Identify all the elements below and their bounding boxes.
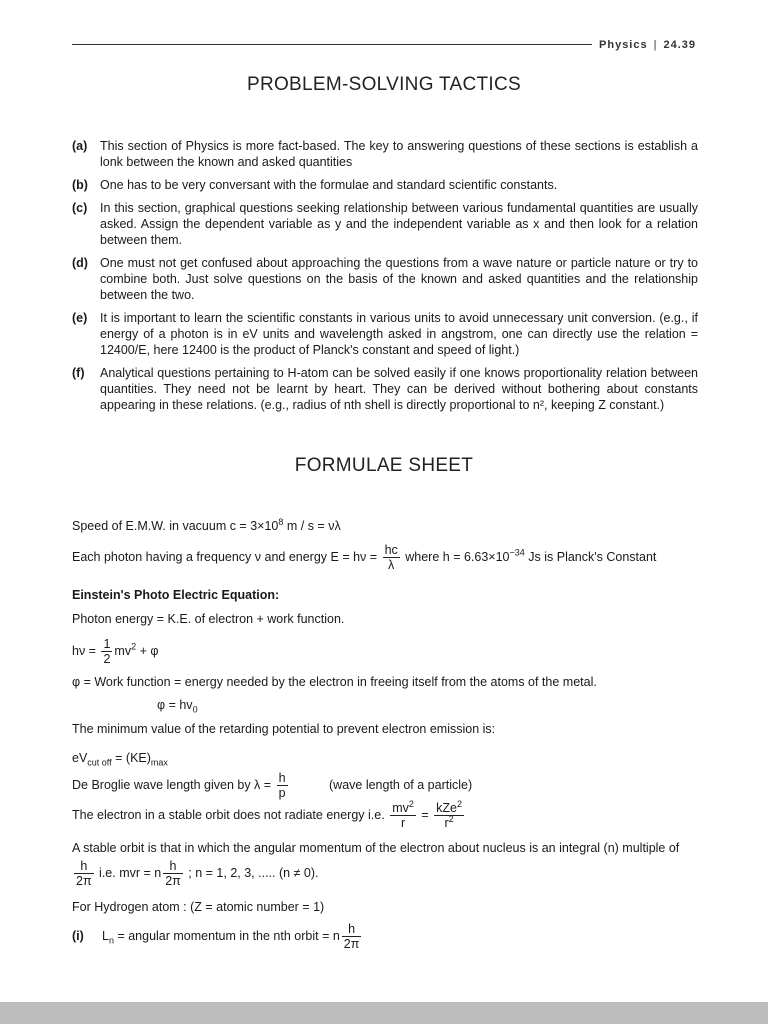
fraction-kze2-r2 (434, 798, 464, 830)
angular-momentum-formula (72, 922, 698, 951)
footer-bar (0, 1002, 768, 1024)
ke-subscript: max (150, 757, 168, 768)
fraction-h-p (277, 771, 288, 800)
mv-exponent: 2 (131, 641, 137, 652)
fraction-denominator: 2π (76, 874, 92, 888)
mv2-text: mv (392, 801, 409, 815)
planck-text: where h = 6.63×10 (405, 549, 510, 564)
tactic-item (72, 255, 698, 303)
speed-suffix: m / s = νλ (283, 519, 341, 533)
debroglie-note: (wave length of a particle) (329, 777, 473, 792)
header-subject: Physics (599, 39, 648, 51)
speed-exponent: 8 (278, 516, 284, 527)
planck-exponent: −34 (509, 547, 525, 558)
work-function-text: φ = Work function = energy needed by the electron in freeing itself from the atoms of the metal. (72, 675, 597, 689)
tactic-text: Analytical questions pertaining to H-atom can be solved easily if one knows proportionality relation between quantities. They need not be learnt by heart. They can be derived without bothering about constants appearing in these relations. (e.g., radius of nth shell is directly proportional to n², keeping Z constant.) (100, 366, 698, 412)
fraction-denominator: 2 (103, 652, 111, 666)
fraction-half (101, 637, 112, 666)
einstein-heading: Einstein's Photo Electric Equation: (72, 588, 280, 602)
fraction-denominator: 2π (343, 937, 360, 951)
ln-text: L (102, 928, 109, 943)
tactic-item (72, 177, 698, 193)
debroglie-formula (72, 771, 698, 800)
hydrogen-text: For Hydrogen atom : (Z = atomic number = 1) (72, 900, 325, 914)
speed-text: Speed of E.M.W. in vacuum c = 3×10 (72, 519, 279, 533)
header-separator: | (653, 39, 658, 51)
tactic-label: (a) (72, 139, 88, 153)
fraction-h-2pi (163, 859, 183, 888)
mvr-formula (72, 859, 698, 888)
tactic-text: In this section, graphical questions seeking relationship between various fundamental quantities are usually asked. Assign the dependent variable as y and the independent variable as x and then look for a relation between them. (100, 201, 698, 247)
tactic-item (72, 365, 698, 413)
item-label: (i) (72, 928, 84, 943)
stable-text: The electron in a stable orbit does not radiate energy i.e. (72, 807, 385, 822)
tactic-text: One must not get confused about approaching the questions from a wave nature or particle nature or try to combine both. Just solve questions on the basis of the known and asked quantities and the relationship between the two. (100, 256, 698, 302)
equals-sign: = (421, 807, 429, 822)
phi-subscript: 0 (192, 704, 198, 715)
mv2-exponent: 2 (408, 798, 414, 809)
tactic-text: It is important to learn the scientific constants in various units to avoid unnecessary unit conversion. (e.g., if energy of a photon is in eV units and wavelength asked in angstrom, one can directly use the relation = 12400/E, here 12400 is the product of Planck's constant and speed of light.) (100, 311, 698, 357)
fraction-denominator: p (278, 786, 286, 800)
fraction-denominator: 2π (165, 874, 181, 888)
mv-text: mv (114, 643, 132, 658)
tactic-item (72, 310, 698, 358)
planck-suffix: Js is Planck's Constant (524, 549, 657, 564)
tactic-item (72, 138, 698, 170)
tactics-title: PROBLEM-SOLVING TACTICS (246, 74, 521, 95)
fraction-numerator (390, 798, 416, 816)
fraction-h-2pi (74, 859, 94, 888)
phi-equation (157, 697, 457, 713)
phi-suffix: + φ (136, 643, 159, 658)
fraction-hc-lambda (383, 543, 400, 572)
ln-subscript: n (108, 935, 114, 946)
stable-orbit-definition: A stable orbit is that in which the angular momentum of the electron about nucleus is an integral (n) multiple of (72, 841, 680, 855)
retarding-text: The minimum value of the retarding potential to prevent electron emission is: (72, 722, 496, 736)
hv-text: hν = (72, 643, 96, 658)
tactics-list (72, 138, 698, 420)
tactic-label: (e) (72, 311, 88, 325)
tactic-label: (d) (72, 256, 88, 270)
mvr-text: i.e. mvr = n (95, 865, 162, 880)
photon-formula (72, 543, 698, 572)
running-header (599, 37, 696, 53)
fraction-numerator: h (74, 859, 94, 874)
tactic-label: (c) (72, 201, 88, 215)
tactic-text: One has to be very conversant with the formulae and standard scientific constants. (100, 178, 558, 192)
speed-formula (72, 518, 698, 534)
r2-exponent: 2 (448, 813, 454, 824)
n-values-text: ; n = 1, 2, 3, ..... (n ≠ 0). (184, 865, 319, 880)
ke-text: = (KE) (111, 751, 151, 765)
debroglie-text: De Broglie wave length given by λ = (72, 777, 272, 792)
ev-text: eV (72, 751, 88, 765)
ev-subscript: cut off (87, 757, 112, 768)
r2-text: r (444, 816, 449, 830)
header-page-number: 24.39 (663, 39, 696, 51)
stable-orbit-formula (72, 798, 698, 830)
fraction-denominator (434, 813, 464, 830)
fraction-numerator: h (342, 922, 362, 937)
formulae-title: FORMULAE SHEET (294, 455, 474, 476)
fraction-mv2-r (390, 798, 416, 830)
einstein-equation (72, 637, 698, 666)
cutoff-equation (72, 750, 698, 766)
fraction-numerator: 1 (103, 637, 111, 651)
kze-text: kZe (436, 801, 457, 815)
fraction-denominator: r (400, 816, 406, 830)
fraction-numerator: hc (384, 543, 398, 557)
tactic-item (72, 200, 698, 248)
tactic-label: (b) (72, 178, 88, 192)
phi-text: φ = hv (157, 698, 193, 712)
fraction-denominator: λ (388, 558, 395, 572)
fraction-numerator: h (163, 859, 183, 874)
tactic-text: This section of Physics is more fact-based. The key to answering questions of these sections is establish a lonk between the known and asked quantities (100, 139, 698, 169)
fraction-h-2pi (342, 922, 362, 951)
ln-description: = angular momentum in the nth orbit = n (113, 928, 340, 943)
photon-text: Each photon having a frequency ν and energy E = hν = (72, 549, 378, 564)
photon-energy-text: Photon energy = K.E. of electron + work function. (72, 612, 345, 626)
fraction-numerator: h (278, 771, 286, 785)
header-rule (72, 44, 592, 45)
tactic-label: (f) (72, 366, 85, 380)
kze-exponent: 2 (457, 798, 463, 809)
